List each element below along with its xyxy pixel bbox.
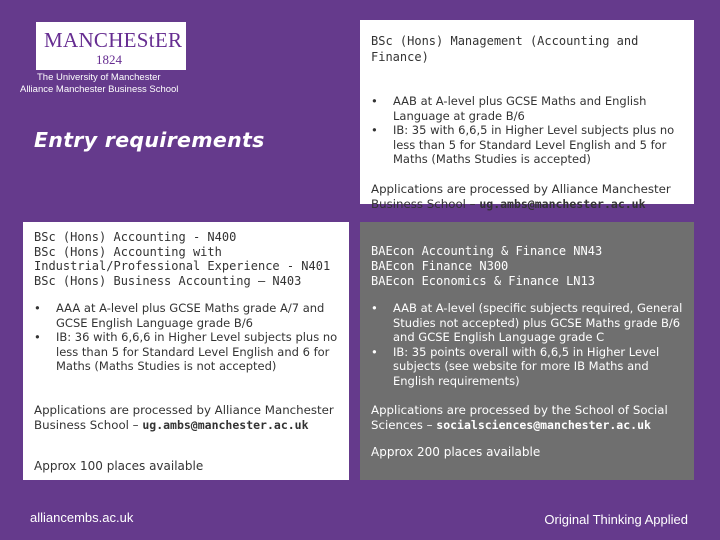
requirement-item: • IB: 35 with 6,6,5 in Higher Level subjects plus no less than 5 for Standard Level English and 5 for Maths (Maths Studies is accepted)	[371, 123, 689, 167]
application-info	[34, 403, 344, 432]
programme-titles	[34, 230, 346, 288]
programme-titles	[371, 244, 689, 289]
application-info	[371, 182, 689, 211]
programme-title: BSc (Hons) Accounting with Industrial/Professional Experience - N401	[34, 244, 331, 273]
university-logo	[20, 22, 200, 97]
email-link[interactable]: ug.ambs@manchester.ac.uk	[479, 196, 646, 211]
programme-title: BSc (Hons) Business Accounting – N403	[34, 273, 302, 288]
places-available: Approx 200 places available	[371, 445, 541, 459]
email-link[interactable]: ug.ambs@manchester.ac.uk	[142, 417, 309, 432]
page-title: Entry requirements	[34, 128, 265, 152]
logo-school-name: Alliance Manchester Business School	[20, 84, 179, 95]
requirement-item: • AAA at A-level plus GCSE Maths grade A/7 and GCSE English Language grade B/6	[34, 301, 346, 330]
requirement-item: • AAB at A-level plus GCSE Maths and English Language at grade B/6	[371, 94, 689, 123]
requirements-list	[371, 301, 689, 388]
logo-wordmark: MANCHEStER	[44, 28, 183, 52]
application-text: Applications are processed by Alliance Manchester Business School –	[34, 403, 334, 432]
requirement-item: • AAB at A-level (specific subjects required, General Studies not accepted) plus GCSE Maths grade B/6 and GCSE English Language grade C	[371, 301, 689, 345]
economics-programme-box	[360, 222, 694, 480]
application-text: Applications are processed by Alliance Manchester Business School –	[371, 182, 671, 211]
programme-title: BSc (Hons) Accounting - N400	[34, 230, 237, 244]
management-programme-box	[360, 20, 694, 211]
requirement-item: • IB: 35 points overall with 6,6,5 in Higher Level subjects (see website for more IB Maths and English requirements)	[371, 345, 689, 389]
programme-title: BAEcon Economics & Finance LN13	[371, 274, 595, 288]
requirements-list	[371, 94, 689, 167]
footer-tagline: Original Thinking Applied	[544, 512, 688, 527]
places-available: Approx 100 places available	[34, 459, 204, 473]
programme-title: BSc (Hons) Management (Accounting and Finance)	[371, 34, 639, 64]
requirement-item: • IB: 36 with 6,6,6 in Higher Level subjects plus no less than 5 for Standard Level English and 6 for Maths (Maths Studies is not accepted)	[34, 330, 346, 374]
programme-title: BAEcon Finance N300	[371, 259, 509, 273]
application-text: Applications are processed by the School of Social Sciences –	[371, 403, 668, 432]
footer-website-link[interactable]: alliancembs.ac.uk	[30, 510, 134, 525]
email-link[interactable]: socialsciences@manchester.ac.uk	[436, 417, 651, 432]
requirements-list	[34, 301, 346, 374]
application-info	[371, 403, 689, 432]
programme-title: BAEcon Accounting & Finance NN43	[371, 244, 603, 258]
logo-year: 1824	[96, 52, 122, 67]
accounting-programme-box	[23, 222, 349, 480]
logo-university-name: The University of Manchester	[37, 72, 161, 83]
